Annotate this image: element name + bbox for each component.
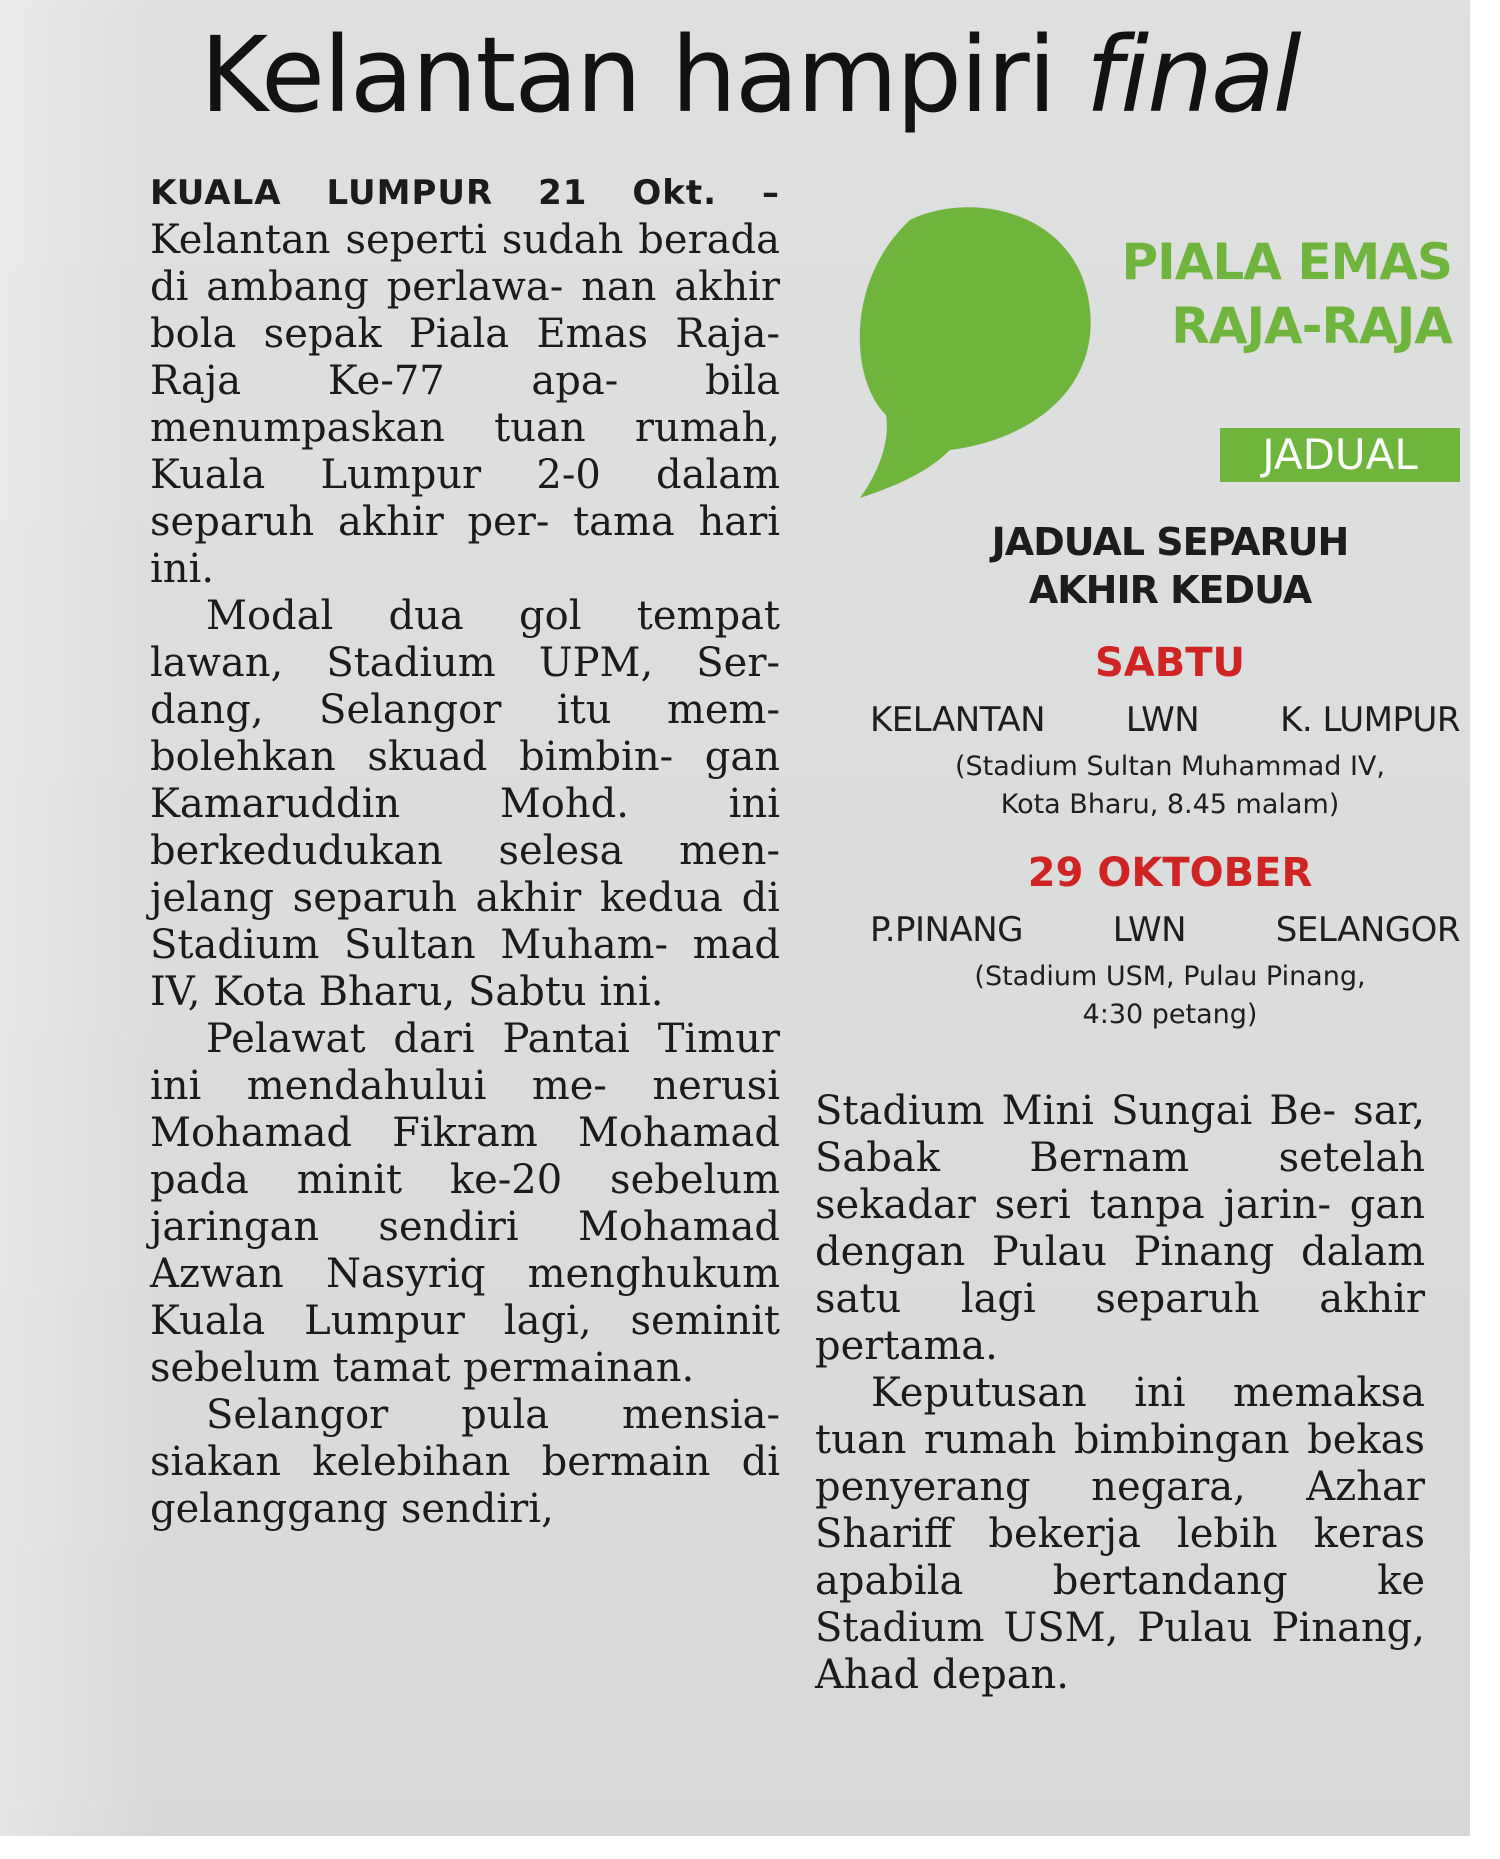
schedule-title-line-1: PIALA EMAS xyxy=(1121,233,1452,291)
p2-line-5: gan Kamaruddin Mohd. ini xyxy=(150,734,780,827)
match-2-day: 29 OKTOBER xyxy=(1027,850,1313,896)
rp2-line-1: Keputusan ini memaksa xyxy=(871,1370,1425,1416)
schedule-box xyxy=(850,200,1460,1050)
rp1-line-2: sar, Sabak Bernam setelah xyxy=(815,1088,1425,1181)
match-1-day: SABTU xyxy=(1094,640,1246,686)
p3-line-9: permainan. xyxy=(463,1345,695,1391)
headline xyxy=(200,14,1300,136)
p3-line-8: lagi, seminit sebelum tamat xyxy=(150,1298,780,1391)
p1-line-2: berada di ambang perlawa- xyxy=(150,217,780,310)
p2-line-2: lawan, Stadium UPM, Ser- xyxy=(150,640,780,686)
match-1-away: K. LUMPUR xyxy=(1280,700,1460,740)
jadual-tag: JADUAL xyxy=(1220,428,1460,482)
p4-line-1: Selangor pula mensia- xyxy=(206,1392,780,1438)
p1-line-7: dalam separuh akhir per- xyxy=(150,452,780,545)
rp1-line-3: sekadar seri tanpa jarin- xyxy=(815,1182,1331,1228)
match-2-teams xyxy=(870,910,1460,950)
p1-line-4: Emas Raja-Raja Ke-77 apa- xyxy=(150,311,780,404)
p3-line-2: Timur ini mendahului me- xyxy=(150,1016,781,1109)
p3-line-4: Mohamad pada minit ke-20 xyxy=(150,1110,780,1203)
rp1-line-5: dalam satu lagi separuh xyxy=(815,1229,1425,1322)
headline-main: Kelantan hampiri xyxy=(200,14,1055,136)
p3-line-6: Mohamad Azwan Nasyriq xyxy=(150,1204,780,1297)
p3-line-1: Pelawat dari Pantai xyxy=(206,1016,630,1062)
p3-line-5: sebelum jaringan sendiri xyxy=(150,1157,781,1250)
p2-line-9: mad IV, Kota Bharu, Sabtu xyxy=(150,922,780,1015)
p2-line-4: bolehkan skuad bimbin- xyxy=(150,734,674,780)
p2-line-3: dang, Selangor itu mem- xyxy=(150,687,780,733)
p1-line-5: bila menumpaskan tuan xyxy=(150,358,780,451)
p3-line-3: nerusi Mohamad Fikram xyxy=(150,1063,780,1156)
p4-line-3: di gelanggang sendiri, xyxy=(150,1439,780,1532)
p4-line-2: siakan kelebihan bermain xyxy=(150,1439,711,1485)
p2-line-8: di Stadium Sultan Muham- xyxy=(150,875,780,968)
match-2-away: SELANGOR xyxy=(1275,910,1460,950)
paragraph-2 xyxy=(150,593,780,1016)
column-right xyxy=(815,1088,1425,1699)
paragraph-1 xyxy=(150,168,780,593)
match-1-venue-line-2: Kota Bharu, 8.45 malam) xyxy=(1000,789,1340,820)
schedule-heading-line-2: AKHIR KEDUA xyxy=(1028,568,1312,612)
p1-line-8: tama hari ini. xyxy=(150,499,780,592)
paragraph-3 xyxy=(150,1016,780,1392)
rp1-line-1: Stadium Mini Sungai Be- xyxy=(815,1088,1336,1134)
rp2-line-4: Azhar Shariff bekerja lebih xyxy=(815,1464,1425,1557)
right-paragraph-1 xyxy=(815,1088,1425,1370)
rp1-line-4: gan dengan Pulau Pinang xyxy=(815,1182,1425,1275)
match-1-venue-line-1: (Stadium Sultan Muhammad IV, xyxy=(955,751,1385,782)
p1-line-6: rumah, Kuala Lumpur 2-0 xyxy=(150,405,780,498)
match-2-vs: LWN xyxy=(1112,910,1187,950)
match-1-home: KELANTAN xyxy=(870,700,1046,740)
headline-italic: final xyxy=(1085,14,1300,136)
right-paragraph-2 xyxy=(815,1370,1425,1699)
p1-line-1: Kelantan seperti sudah xyxy=(150,217,624,263)
schedule-title-line-2: RAJA-RAJA xyxy=(1171,297,1452,355)
column-left xyxy=(150,168,780,1533)
p1-line-3: nan akhir bola sepak Piala xyxy=(150,264,780,357)
dateline: KUALA LUMPUR 21 Okt. – xyxy=(150,173,780,213)
match-1-teams xyxy=(870,700,1460,740)
rp2-line-6: ke Stadium USM, Pulau xyxy=(815,1558,1425,1651)
p2-line-6: berkedudukan selesa men- xyxy=(150,828,780,874)
rp2-line-3: bekas penyerang negara, xyxy=(815,1417,1425,1510)
match-1-venue xyxy=(890,748,1450,824)
match-2-home: P.PINANG xyxy=(870,910,1024,950)
match-2-venue-line-1: (Stadium USM, Pulau Pinang, xyxy=(974,961,1366,992)
match-1-vs: LWN xyxy=(1125,700,1200,740)
rp1-line-6: akhir pertama. xyxy=(815,1276,1425,1369)
schedule-title xyxy=(1121,230,1452,358)
rp2-line-2: tuan rumah bimbingan xyxy=(815,1417,1290,1463)
match-2-venue-line-2: 4:30 petang) xyxy=(1082,999,1258,1030)
match-2-venue xyxy=(890,958,1450,1034)
schedule-heading xyxy=(890,518,1450,614)
rp2-line-7: Pinang, Ahad depan. xyxy=(815,1605,1425,1698)
p3-line-7: menghukum Kuala Lumpur xyxy=(150,1251,780,1344)
paragraph-4 xyxy=(150,1392,780,1533)
rp2-line-5: keras apabila bertandang xyxy=(815,1511,1425,1604)
schedule-heading-line-1: JADUAL SEPARUH xyxy=(991,520,1349,564)
p2-line-7: jelang separuh akhir kedua xyxy=(150,875,723,921)
p2-line-1: Modal dua gol tempat xyxy=(206,593,780,639)
p2-line-10: ini. xyxy=(599,969,664,1015)
speech-bubble-graphic xyxy=(850,200,1110,500)
